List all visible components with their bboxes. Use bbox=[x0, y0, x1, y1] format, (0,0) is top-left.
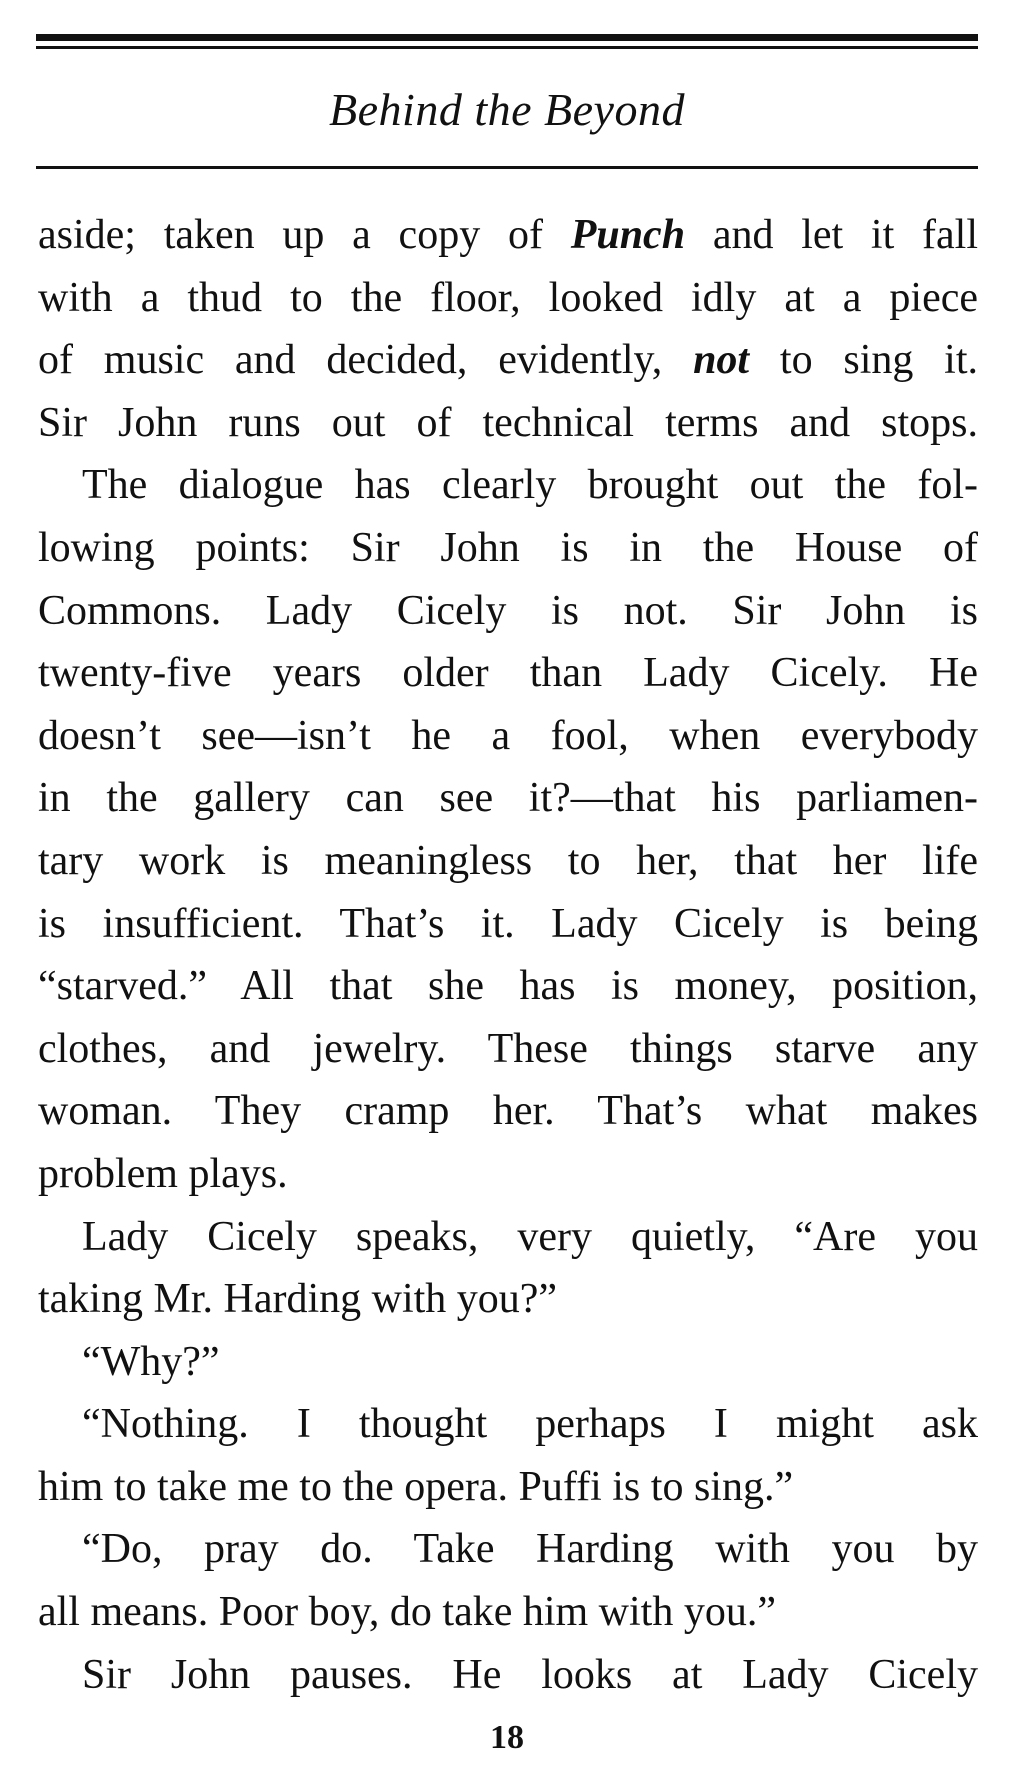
italic-emphasis: not bbox=[693, 337, 750, 384]
text-line: tary work is meaningless to her, that her life bbox=[38, 837, 978, 884]
top-rule-thick bbox=[36, 34, 978, 41]
text-line: woman. They cramp her. That’s what makes bbox=[38, 1088, 978, 1135]
paragraph-start-line: “Do, pray do. Take Harding with you by bbox=[82, 1526, 978, 1573]
text-line: twenty-five years older than Lady Cicely. He bbox=[38, 650, 978, 697]
text-line: clothes, and jewelry. These things starve any bbox=[38, 1025, 978, 1072]
text-line: Sir John runs out of technical terms and stops. bbox=[38, 399, 978, 446]
text-line: Commons. Lady Cicely is not. Sir John is bbox=[38, 587, 978, 634]
paragraph-start-line: “Nothing. I thought perhaps I might ask bbox=[82, 1401, 978, 1448]
text-span: aside; taken up a copy of bbox=[38, 212, 571, 258]
page-number: 18 bbox=[490, 1719, 524, 1756]
running-head: Behind the Beyond bbox=[329, 84, 685, 135]
text-line: him to take me to the opera. Puffi is to sing.” bbox=[38, 1463, 794, 1510]
text-line: is insufficient. That’s it. Lady Cicely is being bbox=[38, 900, 978, 947]
text-line: “starved.” All that she has is money, position, bbox=[38, 963, 978, 1010]
text-line: taking Mr. Harding with you?” bbox=[38, 1276, 558, 1323]
top-rule-thin bbox=[36, 46, 978, 49]
text-line: in the gallery can see it?—that his parliamen- bbox=[38, 775, 978, 822]
text-line: all means. Poor boy, do take him with you.” bbox=[38, 1589, 776, 1636]
paragraph-start-line: “Why?” bbox=[82, 1338, 220, 1385]
text-line: lowing points: Sir John is in the House of bbox=[38, 524, 978, 571]
paragraph-start-line: The dialogue has clearly brought out the fol- bbox=[82, 462, 978, 509]
text-line: with a thud to the floor, looked idly at a piece bbox=[38, 274, 978, 321]
text-span: and let it fall bbox=[685, 212, 978, 258]
text-line bbox=[38, 204, 978, 267]
italic-title: Punch bbox=[570, 212, 686, 258]
text-line: doesn’t see—isn’t he a fool, when everybody bbox=[38, 712, 978, 759]
text-span: of music and decided, evidently, bbox=[38, 337, 694, 384]
body-text bbox=[38, 204, 978, 1706]
text-span: to sing it. bbox=[749, 337, 978, 384]
text-line: problem plays. bbox=[38, 1150, 288, 1197]
paragraph-start-line: Lady Cicely speaks, very quietly, “Are you bbox=[82, 1213, 978, 1260]
header-rule bbox=[36, 166, 978, 169]
paragraph-start-line: Sir John pauses. He looks at Lady Cicely bbox=[82, 1651, 978, 1698]
text-line bbox=[38, 329, 978, 392]
